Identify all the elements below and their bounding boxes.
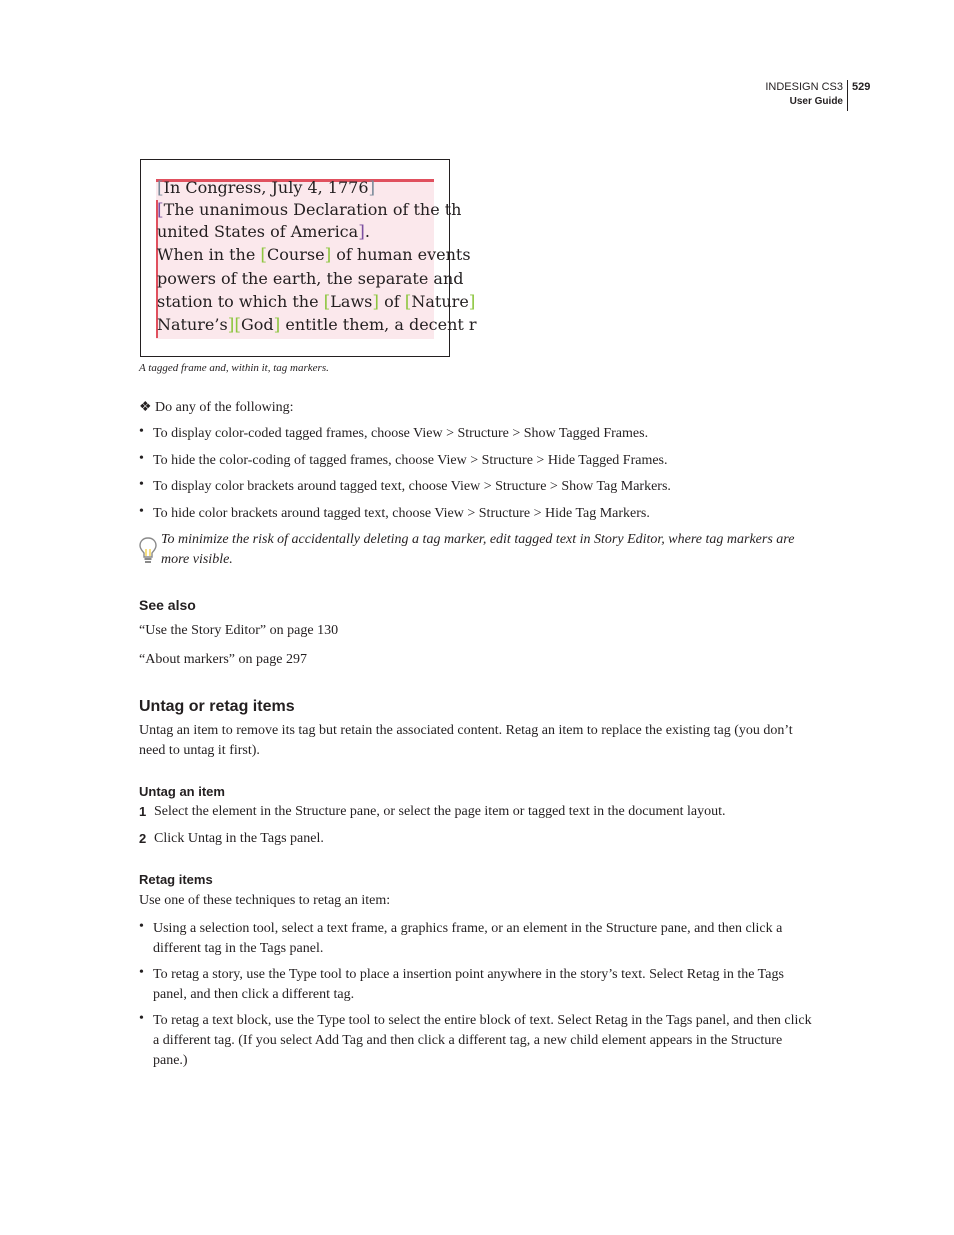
header-product: INDESIGN CS3 — [765, 81, 843, 93]
figure-text: God — [240, 315, 274, 334]
figure-text: The unanimous Declaration of the th — [163, 200, 462, 219]
bullet-marker: • — [139, 919, 144, 934]
section-body: Untag an item to remove its tag but retain the associated content. Retag an item to replace the existing tag (you don’t need to untag it first). — [139, 723, 793, 758]
figure-text-line — [157, 222, 370, 242]
tag-marker-bracket: [ — [323, 292, 331, 312]
list-item: To retag a story, use the Type tool to place a insertion point anywhere in the story’s text. Select Retag in the Tags panel, and then click a different tag. — [153, 967, 784, 1002]
step-text: Select the element in the Structure pane, or select the page item or tagged text in the document layout. — [154, 804, 726, 819]
figure-text: . — [364, 222, 370, 241]
step-number: 2 — [139, 831, 147, 846]
header-divider — [847, 80, 848, 111]
header-guide: User Guide — [789, 96, 843, 107]
tip-text: To minimize the risk of accidentally deleting a tag marker, edit tagged text in Story Editor, where tag markers are more visible. — [161, 532, 795, 567]
figure-text: united States of America — [157, 222, 359, 241]
figure-text: station to which the — [157, 292, 324, 311]
tag-marker-bracket: ] — [372, 292, 380, 312]
figure-text: In Congress, July 4, 1776 — [163, 178, 369, 197]
figure-text: Nature’s — [157, 315, 228, 334]
bullet-marker: • — [139, 504, 144, 519]
bullet-marker: • — [139, 451, 144, 466]
figure-text-line — [157, 292, 475, 312]
list-item: To display color-coded tagged frames, choose View > Structure > Show Tagged Frames. — [153, 426, 649, 441]
figure-text: powers of the earth, the separate and — [157, 269, 464, 288]
figure-text: When in the — [157, 245, 261, 264]
tagged-frame-figure — [140, 159, 477, 357]
list-item: To hide color brackets around tagged text, choose View > Structure > Hide Tag Markers. — [153, 506, 650, 521]
lightbulb-icon — [138, 536, 158, 566]
figure-caption: A tagged frame and, within it, tag markers. — [139, 362, 329, 374]
figure-text: Laws — [330, 292, 373, 311]
bullet-marker: • — [139, 424, 144, 439]
bullet-marker: • — [139, 477, 144, 492]
figure-text-line — [157, 315, 477, 335]
figure-text: Course — [267, 245, 325, 264]
tag-marker-bracket: ] — [324, 245, 332, 265]
figure-text-line — [157, 178, 375, 198]
see-also-link[interactable]: “Use the Story Editor” on page 130 — [139, 623, 339, 638]
bullet-marker: • — [139, 965, 144, 980]
bullet-marker: • — [139, 1011, 144, 1026]
figure-text: Nature — [411, 292, 469, 311]
tag-marker-bracket: [ — [404, 292, 412, 312]
list-item: To display color brackets around tagged text, choose View > Structure > Show Tag Markers. — [153, 479, 671, 494]
tag-marker-bracket: ] — [368, 178, 376, 198]
tag-marker-bracket: [ — [234, 315, 241, 335]
step-number: 1 — [139, 804, 147, 819]
tag-marker-bracket: [ — [157, 178, 164, 198]
untag-heading: Untag an item — [139, 784, 225, 799]
figure-text: of — [379, 292, 405, 311]
list-item: To hide the color-coding of tagged frames, choose View > Structure > Hide Tagged Frames. — [153, 453, 668, 468]
tag-marker-bracket: ] — [273, 315, 281, 335]
list-item: Using a selection tool, select a text frame, a graphics frame, or an element in the Structure pane, and then click a different tag in the Tags panel. — [153, 921, 783, 956]
list-item: To retag a text block, use the Type tool to select the entire block of text. Select Retag in the Tags panel, and then click a different tag. (If you select Add Tag and then click a different tag, a new child element appears in the Structure pane.) — [153, 1013, 812, 1068]
page-number: 529 — [852, 81, 871, 93]
retag-intro: Use one of these techniques to retag an item: — [139, 893, 391, 908]
figure-text-line — [157, 245, 471, 265]
tag-marker-bracket: ] — [227, 315, 235, 335]
see-also-link[interactable]: “About markers” on page 297 — [139, 652, 307, 667]
tag-marker-bracket: ] — [468, 292, 476, 312]
tag-marker-bracket: [ — [157, 200, 164, 220]
figure-text-line — [157, 269, 463, 289]
figure-text: entitle them, a decent r — [280, 315, 477, 334]
tag-marker-bracket: [ — [260, 245, 268, 265]
figure-text-line — [157, 200, 461, 220]
figure-text: of human events — [331, 245, 471, 264]
section-heading: Untag or retag items — [139, 698, 295, 715]
see-also-heading: See also — [139, 597, 196, 613]
step-text: Click Untag in the Tags panel. — [154, 831, 324, 846]
retag-heading: Retag items — [139, 872, 213, 887]
tag-marker-bracket: ] — [358, 222, 365, 242]
intro-instruction: ❖ Do any of the following: — [139, 400, 294, 415]
